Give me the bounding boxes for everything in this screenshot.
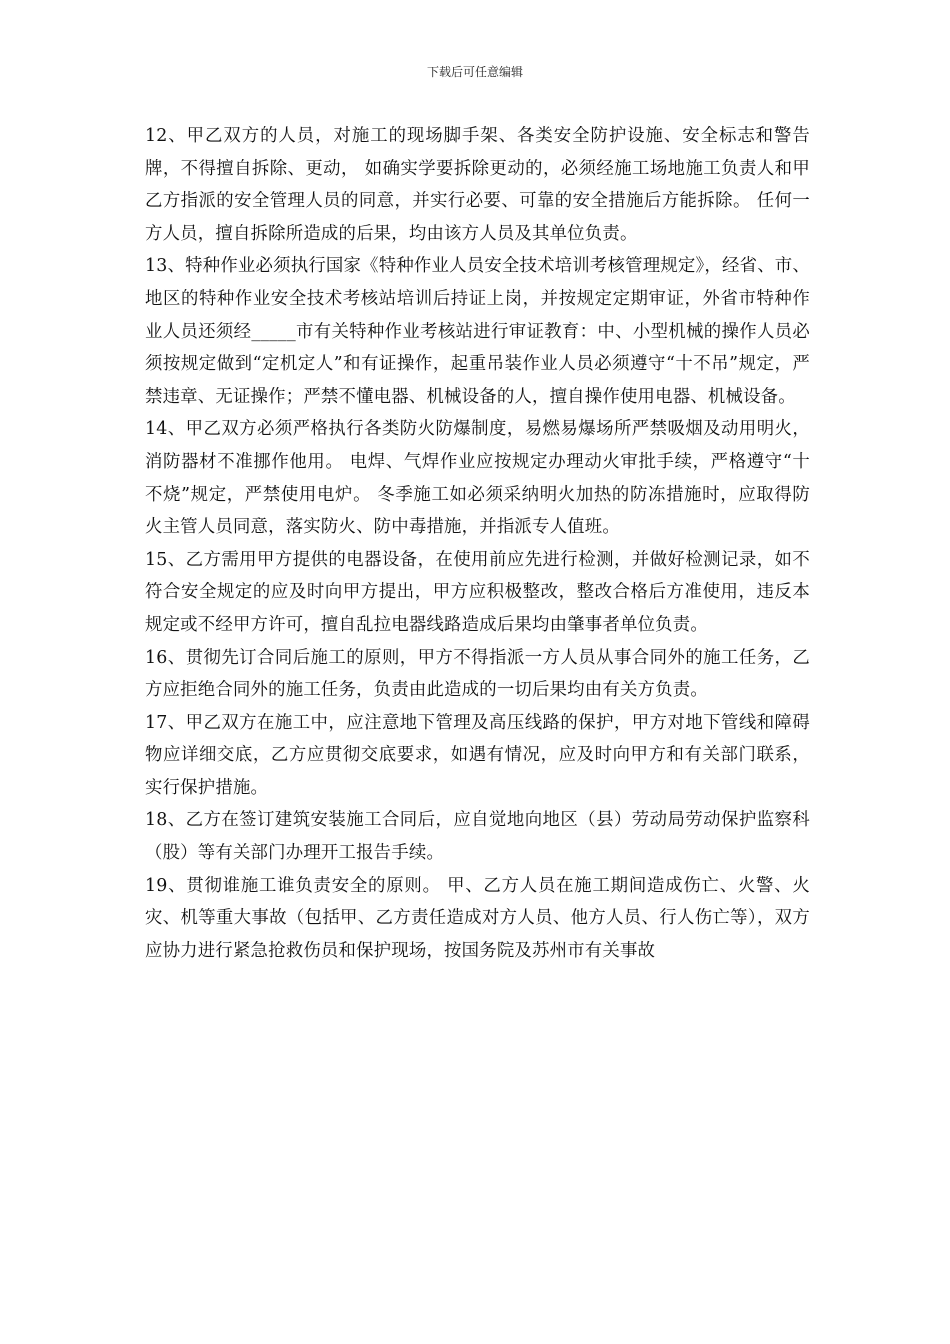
- clause-18: 18、乙方在签订建筑安装施工合同后，应自觉地向地区（县）劳动局劳动保护监察科（股）等有关部门办理开工报告手续。: [145, 810, 810, 864]
- clause-14: 14、甲乙双方必须严格执行各类防火防爆制度，易燃易爆场所严禁吸烟及动用明火，消防器材不准挪作他用。 电焊、气焊作业应按规定办理动火审批手续，严格遵守“十不烧”规定，严禁使用电炉。 冬季施工如必须采纳明火加热的防冻措施时，应取得防火主管人员同意，落实防火、防中毒措施，并指派专人值班。: [145, 419, 810, 538]
- clause-19: 19、贯彻谁施工谁负责安全的原则。 甲、乙方人员在施工期间造成伤亡、火警、火灾、机等重大事故（包括甲、乙方责任造成对方人员、他方人员、行人伤亡等），双方应协力进行紧急抢救伤员和保护现场，按国务院及苏州市有关事故: [145, 875, 810, 961]
- clause-13: 13、特种作业必须执行国家《特种作业人员安全技术培训考核管理规定》，经省、市、地区的特种作业安全技术考核站培训后持证上岗，并按规定定期审证，外省市特种作业人员还须经_____市有关特种作业考核站进行审证教育：中、小型机械的操作人员必须按规定做到“定机定人”和有证操作，起重吊装作业人员必须遵守“十不吊”规定，严禁违章、无证操作；严禁不懂电器、机械设备的人，擅自操作使用电器、机械设备。: [145, 256, 810, 407]
- clause-17: 17、甲乙双方在施工中，应注意地下管理及高压线路的保护，甲方对地下管线和障碍物应详细交底，乙方应贯彻交底要求，如遇有情况，应及时向甲方和有关部门联系，实行保护措施。: [145, 712, 810, 798]
- page-header-note: 下载后可任意编辑: [426, 65, 523, 79]
- clause-12: 12、甲乙双方的人员，对施工的现场脚手架、各类安全防护设施、安全标志和警告牌，不得擅自拆除、更动， 如确实学要拆除更动的，必须经施工场地施工负责人和甲乙方指派的安全管理人员的同意，并实行必要、可靠的安全措施后方能拆除。 任何一方人员，擅自拆除所造成的后果，均由该方人员及其单位负责。: [145, 126, 810, 244]
- clause-16: 16、贯彻先订合同后施工的原则，甲方不得指派一方人员从事合同外的施工任务，乙方应拒绝合同外的施工任务，负责由此造成的一切后果均由有关方负责。: [145, 647, 810, 701]
- clause-15: 15、乙方需用甲方提供的电器设备，在使用前应先进行检测，并做好检测记录，如不符合安全规定的应及时向甲方提出，甲方应积极整改，整改合格后方准使用，违反本规定或不经甲方许可，擅自乱拉电器线路造成后果均由肇事者单位负责。: [145, 549, 810, 635]
- document-body: [145, 120, 810, 967]
